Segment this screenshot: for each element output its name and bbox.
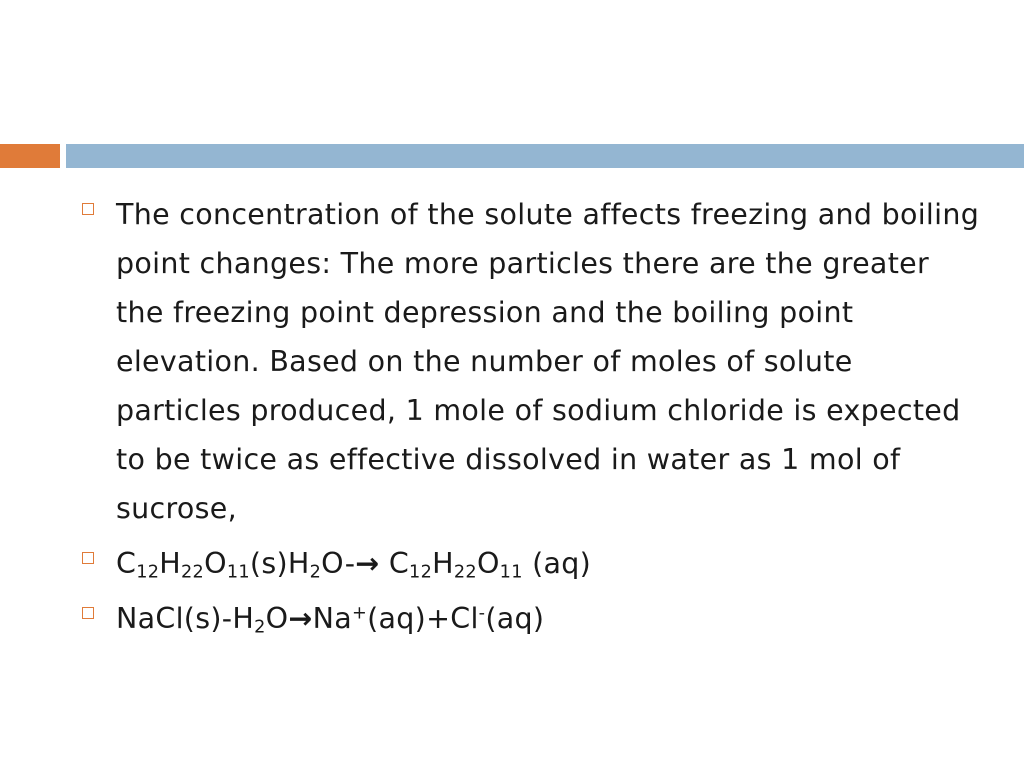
square-bullet-icon [82, 552, 94, 564]
square-bullet-icon [82, 607, 94, 619]
reaction-arrow-icon: → [355, 547, 380, 580]
bullet-text: The concentration of the solute affects freezing and boiling point changes: The more particles there are the greater the freezing point depression and the boiling point elevation. Based on the number of moles of solute particles produced, 1 mole of sodium chloride is expected to be twice as effective dissolved in water as 1 mol of sucrose, [116, 198, 980, 525]
bullet-item-nacl-equation [80, 594, 980, 643]
title-bar [66, 144, 1024, 168]
sucrose-equation: $C_{12}H_{22}O_{11}(s)H_2O-\to C_{12}H_{22}O_{11}$ (aq) [116, 547, 592, 583]
square-bullet-icon [82, 203, 94, 215]
bullet-item-concentration [80, 190, 980, 533]
slide-content [80, 190, 980, 649]
nacl-equation: $NaCl(s)-H_2O\to Na^+(aq)+Cl^-(aq)$ [116, 602, 545, 638]
bullet-item-sucrose-equation [80, 539, 980, 588]
accent-bar [0, 144, 60, 168]
reaction-arrow-icon: → [288, 602, 313, 635]
